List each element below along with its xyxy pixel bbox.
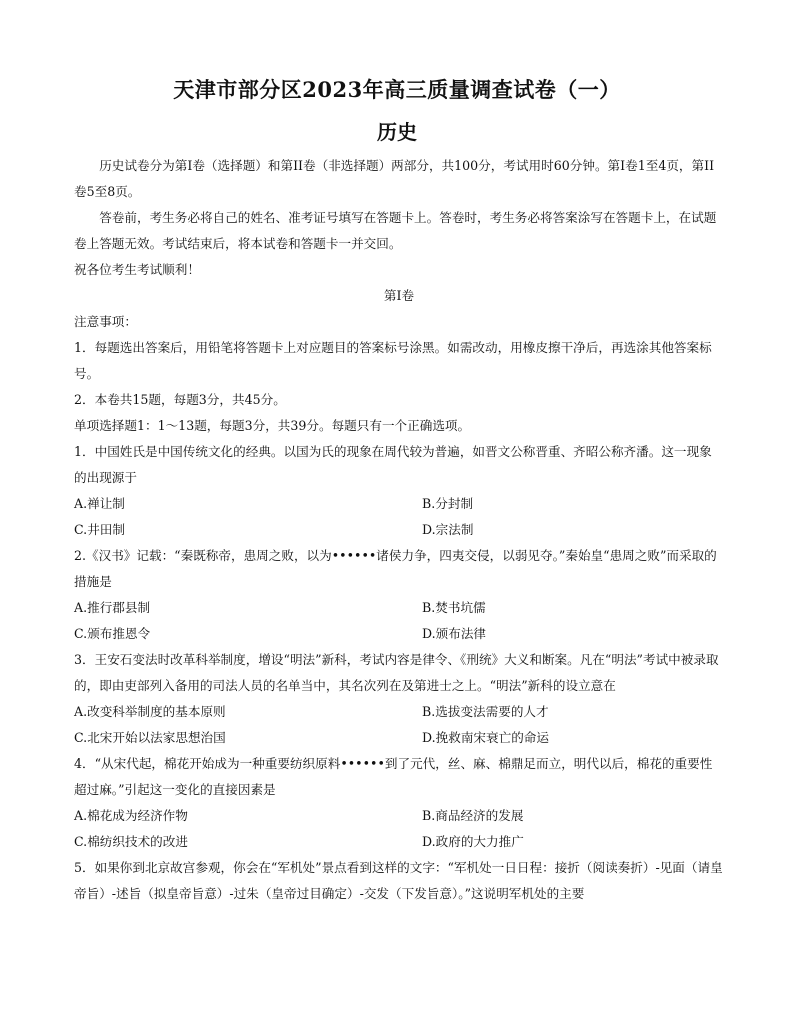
notes-heading: 注意事项： [74, 314, 137, 329]
option-c: C.井田制 [74, 522, 125, 537]
question-1 [74, 439, 724, 543]
option-b: B.焚书坑儒 [422, 600, 486, 615]
question-3 [74, 647, 724, 751]
option-row [74, 595, 724, 621]
option-row [74, 491, 724, 517]
note-1: 1．每题选出答案后，用铅笔将答题卡上对应题目的答案标号涂黑。如需改动，用橡皮擦干净后，再选涂其他答案标号。 [74, 340, 712, 381]
option-row [74, 725, 724, 751]
question-stem: 4．“从宋代起，棉花开始成为一种重要纺织原料••••••到了元代，丝、麻、棉鼎足而立，明代以后，棉花的重要性超过麻。”引起这一变化的直接因素是 [74, 756, 713, 797]
option-d: D.政府的大力推广 [422, 834, 524, 849]
option-d: D.挽救南宋衰亡的命运 [422, 730, 549, 745]
option-a: A.禅让制 [74, 496, 125, 511]
option-row [74, 699, 724, 725]
option-d: D.颁布法律 [422, 626, 487, 641]
question-2 [74, 543, 724, 647]
option-b: B.分封制 [422, 496, 474, 511]
question-stem: 5．如果你到北京故宫参观，你会在“军机处”景点看到这样的文字：“军机处一日日程：接折（阅读奏折）-见面（请皇帝旨）-述旨（拟皇帝旨意）-过朱（皇帝过目确定）-交发（下发旨意）。”这说明军机处的主要 [74, 860, 723, 901]
question-stem: 1．中国姓氏是中国传统文化的经典。以国为氏的现象在周代较为普遍，如晋文公称晋重、齐昭公称齐潘。这一现象的出现源于 [74, 444, 712, 485]
option-c: C.棉纺织技术的改进 [74, 834, 188, 849]
exam-title: 天津市部分区2023年高三质量调查试卷（一） [173, 77, 621, 102]
option-b: B.选拔变法需要的人才 [422, 704, 549, 719]
option-row [74, 829, 724, 855]
question-5 [74, 855, 724, 907]
option-a: A.推行郡县制 [74, 600, 151, 615]
question-stem: 3．王安石变法时改革科举制度，增设“明法”新科，考试内容是律令、《刑统》大义和断案。凡在“明法”考试中被录取的，即由吏部列入备用的司法人员的名单当中，其名次列在及第进士之上。“明法”新科的设立意在 [74, 652, 719, 693]
option-c: C.北宋开始以法家思想治国 [74, 730, 226, 745]
option-a: A.改变科举制度的基本原则 [74, 704, 226, 719]
option-a: A.棉花成为经济作物 [74, 808, 188, 823]
intro-paragraph-3: 祝各位考生考试顺利！ [74, 262, 200, 277]
option-row [74, 803, 724, 829]
option-row [74, 517, 724, 543]
exam-body [74, 153, 724, 907]
intro-paragraph-1: 历史试卷分为第I卷（选择题）和第II卷（非选择题）两部分，共100分，考试用时60分钟。第I卷1至4页，第II卷5至8页。 [74, 158, 715, 199]
option-row [74, 621, 724, 647]
question-stem: 2.《汉书》记载：“秦既称帝，患周之败，以为••••••诸侯力争，四夷交侵，以弱见夺。”秦始皇“患周之败”而采取的措施是 [74, 548, 717, 589]
option-b: B.商品经济的发展 [422, 808, 524, 823]
option-c: C.颁布推恩令 [74, 626, 151, 641]
section-instruction: 单项选择题1：1～13题，每题3分，共39分。每题只有一个正确选项。 [74, 418, 471, 433]
subject-title: 历史 [377, 120, 417, 144]
question-4 [74, 751, 724, 855]
section-heading: 第I卷 [383, 288, 415, 303]
option-d: D.宗法制 [422, 522, 474, 537]
note-2: 2．本卷共15题，每题3分，共45分。 [74, 392, 286, 407]
intro-paragraph-2: 答卷前，考生务必将自己的姓名、准考证号填写在答题卡上。答卷时，考生务必将答案涂写在答题卡上，在试题卷上答题无效。考试结束后，将本试卷和答题卡一并交回。 [74, 210, 717, 251]
